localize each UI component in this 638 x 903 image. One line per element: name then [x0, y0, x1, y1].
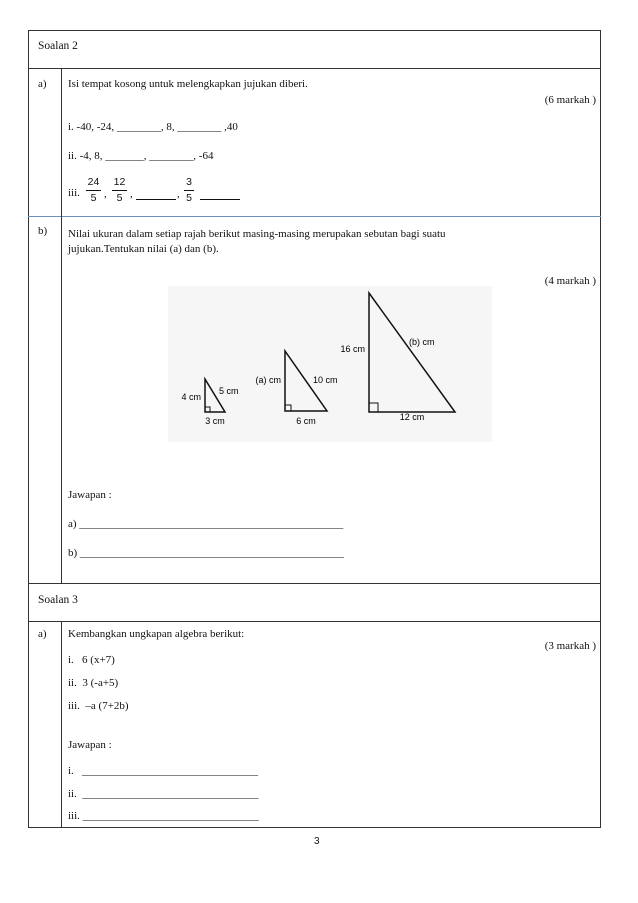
soalan2-b-label: b) — [38, 225, 48, 237]
fraction-denominator: 5 — [90, 192, 97, 204]
soalan2-b-instruction-line2: jujukan.Tentukan nilai (a) dan (b). — [68, 243, 219, 255]
fraction-3-5 — [184, 176, 194, 205]
row-divider — [28, 68, 601, 69]
row-divider — [28, 583, 601, 584]
column-divider — [61, 621, 62, 828]
fraction-denominator: 5 — [186, 192, 192, 204]
answer-blank[interactable] — [200, 199, 240, 200]
row-divider — [28, 621, 601, 622]
table-border-right — [600, 30, 601, 828]
t2-left-label: (a) cm — [255, 375, 281, 385]
fraction-24-5 — [86, 176, 101, 205]
soalan2-b-marks: (4 markah ) — [544, 275, 596, 287]
answer-line-a[interactable]: a) ________________________________________________ — [68, 518, 344, 530]
soalan2-title: Soalan 2 — [38, 40, 78, 52]
soalan2-b-instruction-line1: Nilai ukuran dalam setiap rajah berikut masing-masing merupakan sebutan bagi suatu — [68, 228, 446, 240]
sequence-item-iii-prefix: iii. — [68, 187, 80, 199]
fraction-numerator: 24 — [87, 176, 100, 188]
fraction-bar — [86, 190, 101, 191]
t2-base-label: 6 cm — [296, 416, 316, 426]
t3-hyp-label: (b) cm — [409, 337, 435, 347]
sequence-item-i: i. -40, -24, ________, 8, ________ ,40 — [68, 121, 238, 133]
answer-line-iii[interactable]: iii. ________________________________ — [68, 810, 259, 822]
fraction-numerator: 12 — [113, 176, 126, 188]
column-divider — [61, 68, 62, 584]
soalan2-b-answer-heading: Jawapan : — [68, 489, 112, 501]
answer-line-i[interactable]: i. ________________________________ — [68, 765, 259, 777]
t1-hyp-label: 5 cm — [219, 386, 239, 396]
soalan2-a-label: a) — [38, 78, 47, 90]
fraction-denominator: 5 — [116, 192, 123, 204]
soalan3-a-marks: (3 markah ) — [544, 640, 596, 652]
expression-item-ii: ii. 3 (-a+5) — [68, 677, 119, 689]
answer-line-ii[interactable]: ii. ________________________________ — [68, 788, 259, 800]
t1-left-label: 4 cm — [181, 392, 201, 402]
table-border-top — [28, 30, 601, 31]
fraction-numerator: 3 — [186, 176, 192, 188]
t3-base-label: 12 cm — [399, 412, 425, 422]
fraction-bar — [112, 190, 127, 191]
sequence-separator: , — [130, 188, 133, 200]
sequence-separator: , — [104, 188, 107, 200]
answer-blank[interactable] — [136, 199, 176, 200]
row-divider — [28, 216, 601, 217]
t3-left-label: 16 cm — [340, 344, 365, 354]
sequence-item-ii: ii. -4, 8, _______, ________, -64 — [68, 150, 214, 162]
soalan3-title: Soalan 3 — [38, 594, 78, 606]
soalan2-a-instruction: Isi tempat kosong untuk melengkapkan jujukan diberi. — [68, 78, 308, 90]
t2-hyp-label: 10 cm — [313, 375, 338, 385]
t1-base-label: 3 cm — [205, 416, 225, 426]
expression-item-i: i. 6 (x+7) — [68, 654, 115, 666]
table-border-bottom — [28, 827, 601, 828]
page-number: 3 — [314, 836, 320, 847]
table-border-left — [28, 30, 29, 828]
fraction-12-5 — [112, 176, 127, 205]
answer-line-b[interactable]: b) ________________________________________________ — [68, 547, 344, 559]
soalan3-answer-heading: Jawapan : — [68, 739, 112, 751]
triangle-sequence-figure — [168, 286, 492, 442]
soalan3-a-instruction: Kembangkan ungkapan algebra berikut: — [68, 628, 245, 640]
fraction-bar — [184, 190, 194, 191]
soalan2-a-marks: (6 markah ) — [544, 94, 596, 106]
sequence-separator: , — [177, 188, 180, 200]
soalan3-a-label: a) — [38, 628, 47, 640]
expression-item-iii: iii. –a (7+2b) — [68, 700, 129, 712]
